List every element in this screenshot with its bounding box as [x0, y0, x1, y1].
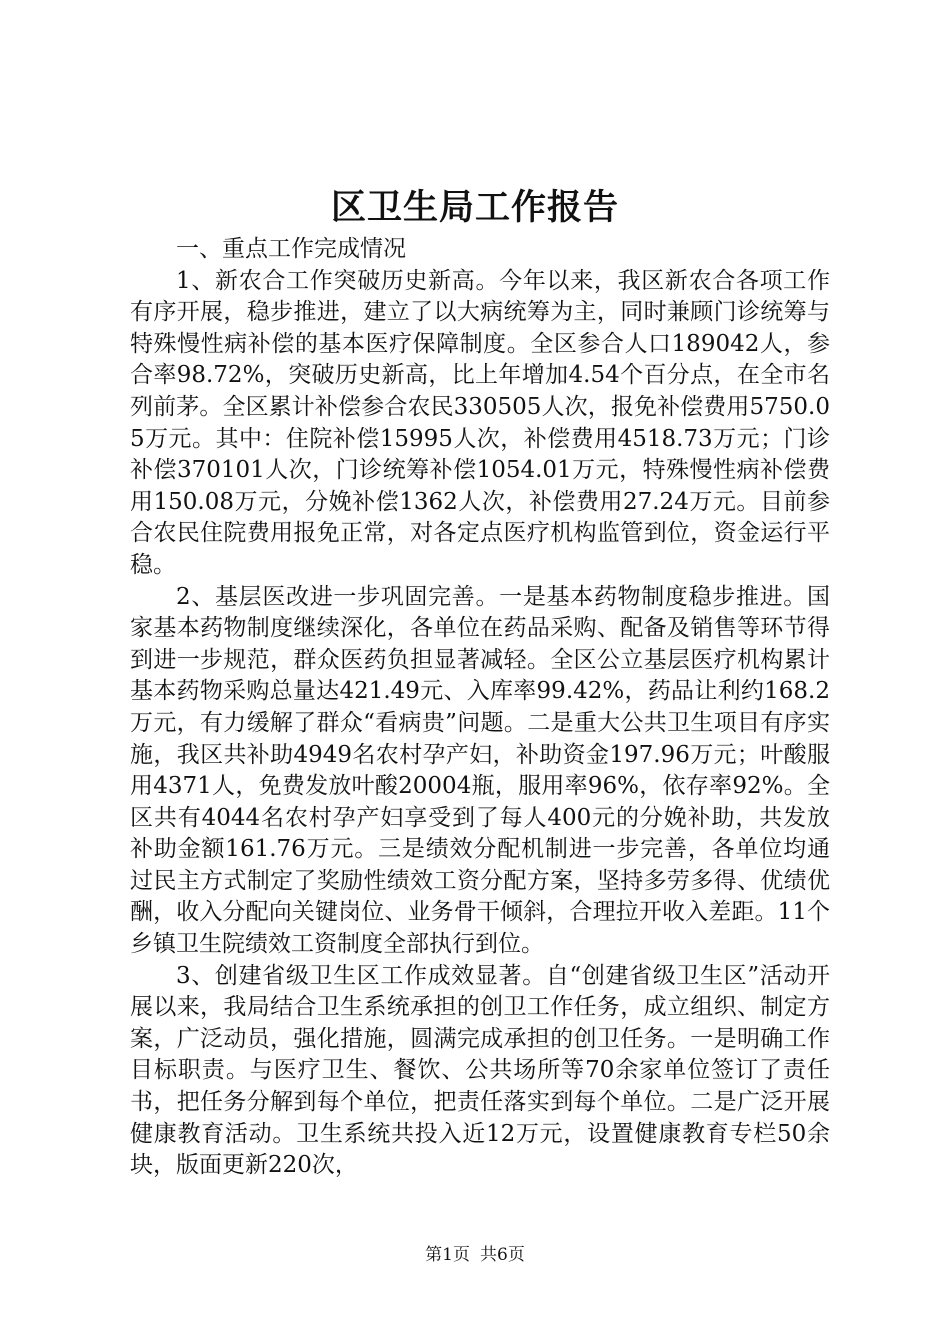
document-body — [130, 234, 830, 1182]
page-number: 第1页 — [425, 1245, 470, 1265]
document-title: 区卫生局工作报告 — [330, 187, 619, 228]
paragraph-primary-care-reform: 2、基层医改进一步巩固完善。一是基本药物制度稳步推进。国家基本药物制度继续深化，各单位在药品采购、配备及销售等环节得到进一步规范，群众医药负担显著减轻。全区公立基层医疗机构累计基本药物采购总量达421.49元、入库率99.42%，药品让利约168.2万元，有力缓解了群众“看病贵”问题。二是重大公共卫生项目有序实施，我区共补助4949名农村孕产妇，补助资金197.96万元；叶酸服用4371人，免费发放叶酸20004瓶，服用率96%，依存率92%。全区共有4044名农村孕产妇享受到了每人400元的分娩补助，共发放补助金额161.76万元。三是绩效分配机制进一步完善，各单位均通过民主方式制定了奖励性绩效工资分配方案，坚持多劳多得、优绩优酬，收入分配向关键岗位、业务骨干倾斜，合理拉开收入差距。11个乡镇卫生院绩效工资制度全部执行到位。 — [130, 583, 830, 958]
paragraph-ncms: 1、新农合工作突破历史新高。今年以来，我区新农合各项工作有序开展，稳步推进，建立了以大病统筹为主，同时兼顾门诊统筹与特殊慢性病补偿的基本医疗保障制度。全区参合人口189042人，参合率98.72%，突破历史新高，比上年增加4.54个百分点，在全市名列前茅。全区累计补偿参合农民330505人次，报免补偿费用5750.05万元。其中：住院补偿15995人次，补偿费用4518.73万元；门诊补偿370101人次，门诊统筹补偿1054.01万元，特殊慢性病补偿费用150.08万元，分娩补偿1362人次，补偿费用27.24万元。目前参合农民住院费用报免正常，对各定点医疗机构监管到位，资金运行平稳。 — [130, 267, 830, 578]
page-total: 共6页 — [480, 1245, 525, 1265]
paragraph-health-district: 3、创建省级卫生区工作成效显著。自“创建省级卫生区”活动开展以来，我局结合卫生系统承担的创卫工作任务，成立组织、制定方案，广泛动员，强化措施，圆满完成承担的创卫任务。一是明确工作目标职责。与医疗卫生、餐饮、公共场所等70余家单位签订了责任书，把任务分解到每个单位，把责任落实到每个单位。二是广泛开展健康教育活动。卫生系统共投入近12万元，设置健康教育专栏50余块，版面更新220次， — [130, 962, 830, 1179]
section-heading: 一、重点工作完成情况 — [176, 236, 406, 262]
page-footer — [0, 1244, 950, 1266]
